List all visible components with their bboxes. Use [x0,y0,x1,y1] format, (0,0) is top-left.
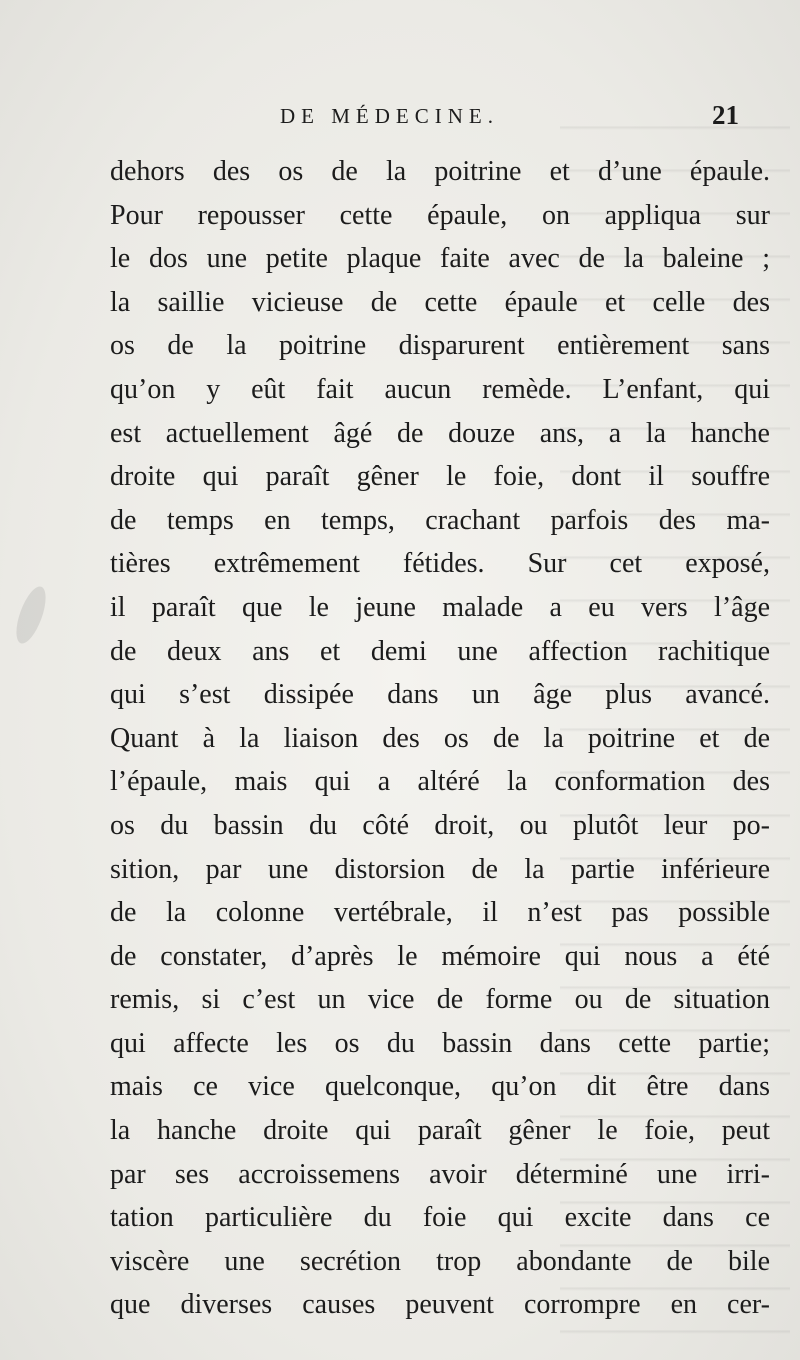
text-line: de constater, d’après le mémoire qui nous a été [110,940,770,972]
text-line: Pour repousser cette épaule, on appliqua sur [110,199,770,231]
text-line: dehors des os de la poitrine et d’une épaule. [110,156,770,187]
text-line: os de la poitrine disparurent entièrement sans [110,330,770,362]
text-line: qu’on y eût fait aucun remède. L’enfant, qui [110,373,770,405]
text-line: est actuellement âgé de douze ans, a la hanche [110,417,770,449]
text-line: Quant à la liaison des os de la poitrine et de [110,722,770,754]
running-title: DE MÉDECINE. [280,104,499,128]
text-line: droite qui paraît gêner le foie, dont il souffre [110,461,770,493]
text-line: il paraît que le jeune malade a eu vers l’âge [110,591,770,623]
text-line: qui affecte les os du bassin dans cette partie; [110,1027,770,1059]
text-line: la saillie vicieuse de cette épaule et celle des [110,286,770,318]
text-line: de temps en temps, crachant parfois des ma- [110,504,770,536]
text-line: qui s’est dissipée dans un âge plus avancé. [110,679,770,711]
text-line: viscère une secrétion trop abondante de bile [110,1245,770,1277]
text-line: que diverses causes peuvent corrompre en cer- [110,1289,770,1321]
text-line: remis, si c’est un vice de forme ou de situation [110,984,770,1016]
text-line: le dos une petite plaque faite avec de la baleine ; [110,243,770,275]
text-line: de deux ans et demi une affection rachitique [110,635,770,667]
text-line: la hanche droite qui paraît gêner le foie, peut [110,1115,770,1147]
text-line: sition, par une distorsion de la partie inférieure [110,853,770,885]
body-text [110,150,770,1327]
text-line: de la colonne vertébrale, il n’est pas possible [110,897,770,929]
running-head [0,100,800,134]
text-line: mais ce vice quelconque, qu’on dit être dans [110,1071,770,1103]
page-number: 21 [712,100,739,130]
text-line: tation particulière du foie qui excite dans ce [110,1202,770,1234]
text-line: l’épaule, mais qui a altéré la conformation des [110,766,770,798]
text-line: par ses accroissemens avoir déterminé une irri- [110,1158,770,1190]
text-line: tières extrêmement fétides. Sur cet exposé, [110,548,770,580]
paper-stain [10,583,51,647]
text-line: os du bassin du côté droit, ou plutôt leur po- [110,809,770,841]
